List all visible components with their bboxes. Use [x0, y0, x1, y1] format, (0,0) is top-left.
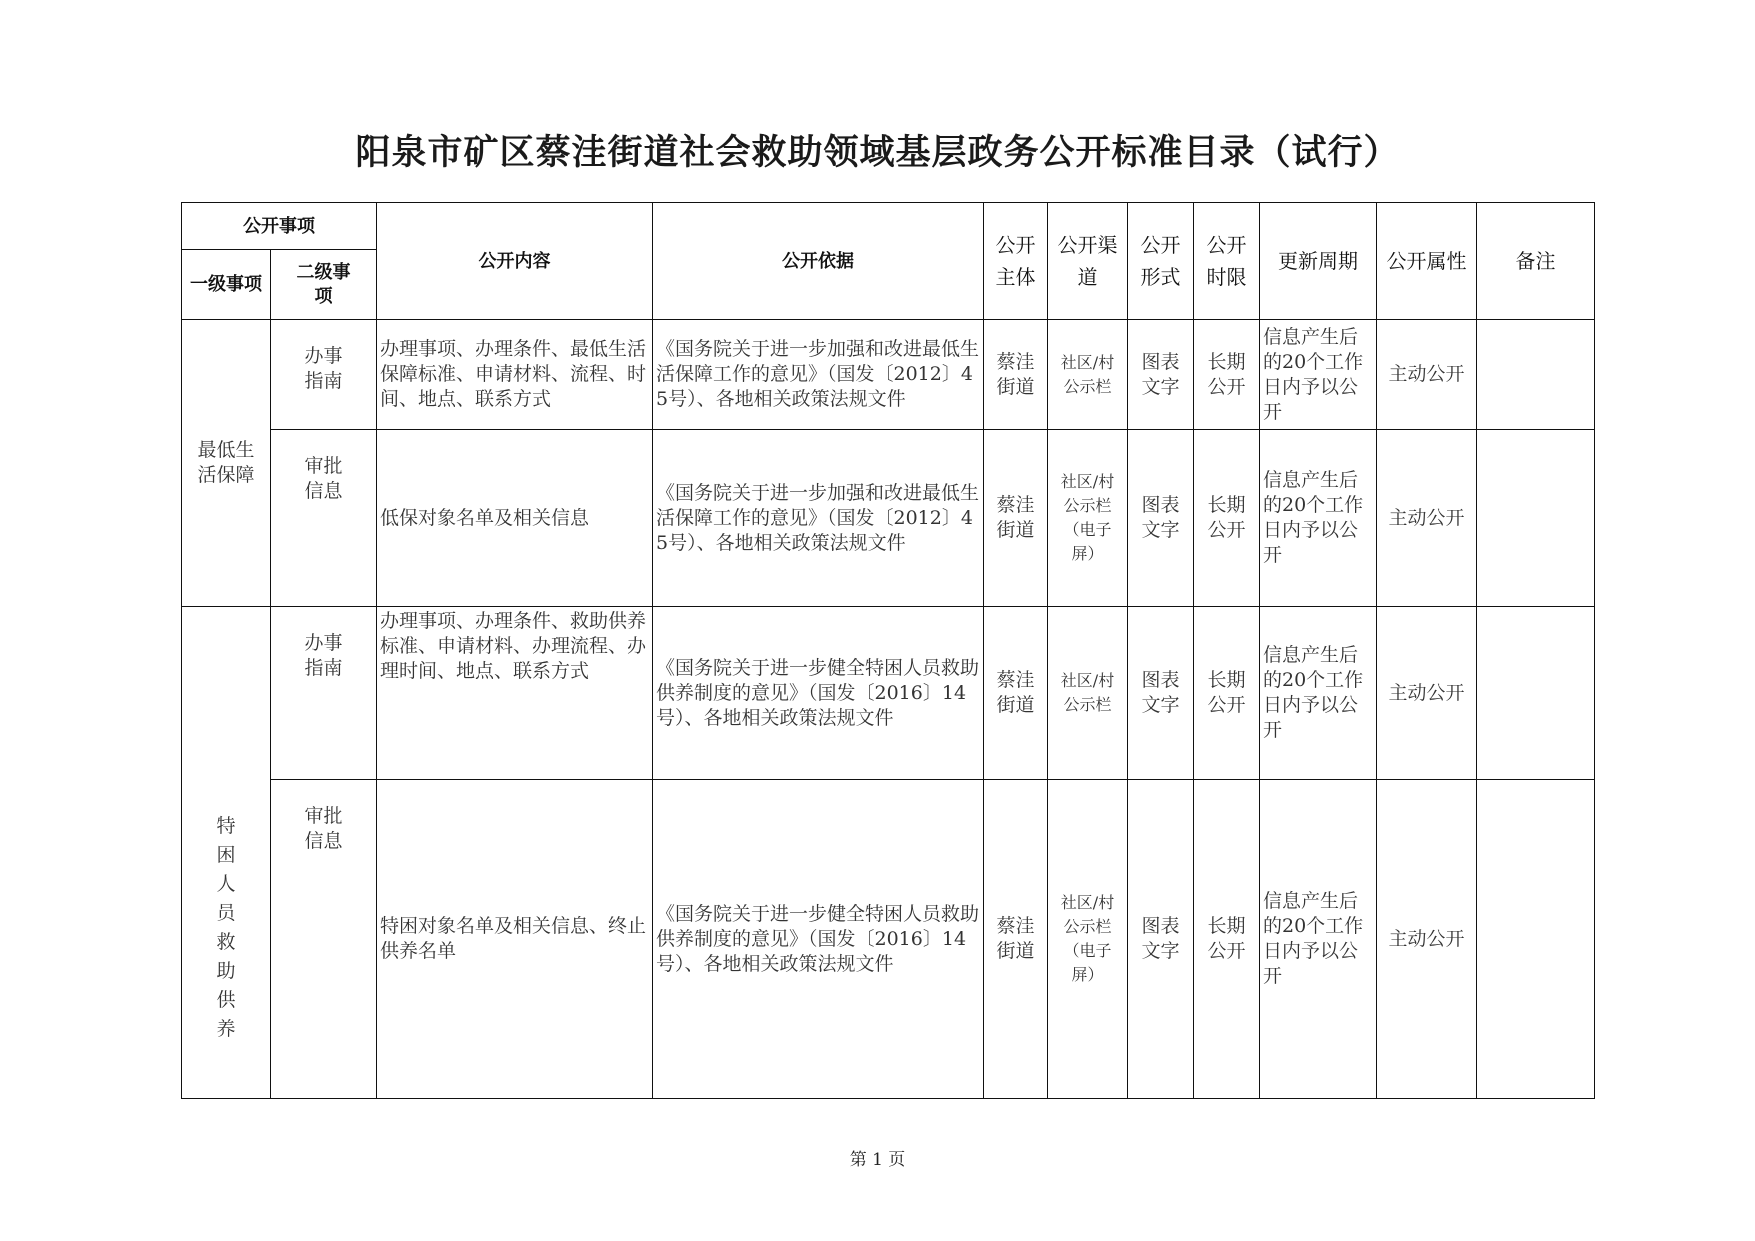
basis-cell: 《国务院关于进一步加强和改进最低生活保障工作的意见》（国发〔2012〕45号）、各地相关政策法规文件	[653, 320, 984, 430]
update-cycle-cell: 信息产生后的20个工作日内予以公开	[1260, 430, 1377, 607]
time-limit-cell: 长期公开	[1194, 607, 1260, 780]
remarks-cell	[1477, 607, 1595, 780]
level1-cell: 特困人员救助供养	[182, 607, 271, 1099]
catalog-table	[181, 202, 1595, 1099]
table-row	[182, 607, 1595, 780]
remarks-cell	[1477, 320, 1595, 430]
subject-cell: 蔡洼街道	[984, 607, 1048, 780]
level2-cell: 审批信息	[271, 780, 377, 1099]
header-basis: 公开依据	[653, 203, 984, 320]
attribute-cell: 主动公开	[1377, 320, 1477, 430]
page-title: 阳泉市矿区蔡洼街道社会救助领域基层政务公开标准目录（试行）	[355, 133, 1400, 173]
subject-cell: 蔡洼街道	[984, 320, 1048, 430]
header-form: 公开形式	[1128, 203, 1194, 320]
header-remarks: 备注	[1477, 203, 1595, 320]
basis-cell: 《国务院关于进一步健全特困人员救助供养制度的意见》（国发〔2016〕14号）、各地相关政策法规文件	[653, 780, 984, 1099]
header-level2: 二级事项	[271, 250, 377, 320]
content-cell: 办理事项、办理条件、救助供养标准、申请材料、办理流程、办理时间、地点、联系方式	[377, 607, 653, 780]
channel-cell: 社区/村公示栏（电子屏）	[1048, 430, 1128, 607]
attribute-cell: 主动公开	[1377, 607, 1477, 780]
update-cycle-cell: 信息产生后的20个工作日内予以公开	[1260, 780, 1377, 1099]
table-row	[182, 780, 1595, 1099]
basis-cell: 《国务院关于进一步健全特困人员救助供养制度的意见》（国发〔2016〕14号）、各地相关政策法规文件	[653, 607, 984, 780]
header-subject: 公开主体	[984, 203, 1048, 320]
content-cell: 办理事项、办理条件、最低生活保障标准、申请材料、流程、时间、地点、联系方式	[377, 320, 653, 430]
form-cell: 图表文字	[1128, 780, 1194, 1099]
header-public-item: 公开事项	[182, 203, 377, 250]
form-cell: 图表文字	[1128, 430, 1194, 607]
form-cell: 图表文字	[1128, 607, 1194, 780]
channel-cell: 社区/村公示栏	[1048, 320, 1128, 430]
table-row	[182, 430, 1595, 607]
subject-cell: 蔡洼街道	[984, 780, 1048, 1099]
header-time-limit: 公开时限	[1194, 203, 1260, 320]
level2-cell: 办事指南	[271, 320, 377, 430]
basis-cell: 《国务院关于进一步加强和改进最低生活保障工作的意见》（国发〔2012〕45号）、各地相关政策法规文件	[653, 430, 984, 607]
table-row	[182, 320, 1595, 430]
channel-cell: 社区/村公示栏（电子屏）	[1048, 780, 1128, 1099]
level2-cell: 审批信息	[271, 430, 377, 607]
time-limit-cell: 长期公开	[1194, 320, 1260, 430]
content-cell: 特困对象名单及相关信息、终止供养名单	[377, 780, 653, 1099]
time-limit-cell: 长期公开	[1194, 430, 1260, 607]
header-content: 公开内容	[377, 203, 653, 320]
page-number: 第 1 页	[849, 1150, 906, 1170]
level1-cell: 最低生活保障	[182, 320, 271, 607]
form-cell: 图表文字	[1128, 320, 1194, 430]
attribute-cell: 主动公开	[1377, 430, 1477, 607]
update-cycle-cell: 信息产生后的20个工作日内予以公开	[1260, 607, 1377, 780]
header-update-cycle: 更新周期	[1260, 203, 1377, 320]
update-cycle-cell: 信息产生后的20个工作日内予以公开	[1260, 320, 1377, 430]
header-attribute: 公开属性	[1377, 203, 1477, 320]
content-cell: 低保对象名单及相关信息	[377, 430, 653, 607]
remarks-cell	[1477, 780, 1595, 1099]
level2-cell: 办事指南	[271, 607, 377, 780]
header-channel: 公开渠道	[1048, 203, 1128, 320]
subject-cell: 蔡洼街道	[984, 430, 1048, 607]
attribute-cell: 主动公开	[1377, 780, 1477, 1099]
time-limit-cell: 长期公开	[1194, 780, 1260, 1099]
header-level1: 一级事项	[182, 250, 271, 320]
remarks-cell	[1477, 430, 1595, 607]
channel-cell: 社区/村公示栏	[1048, 607, 1128, 780]
